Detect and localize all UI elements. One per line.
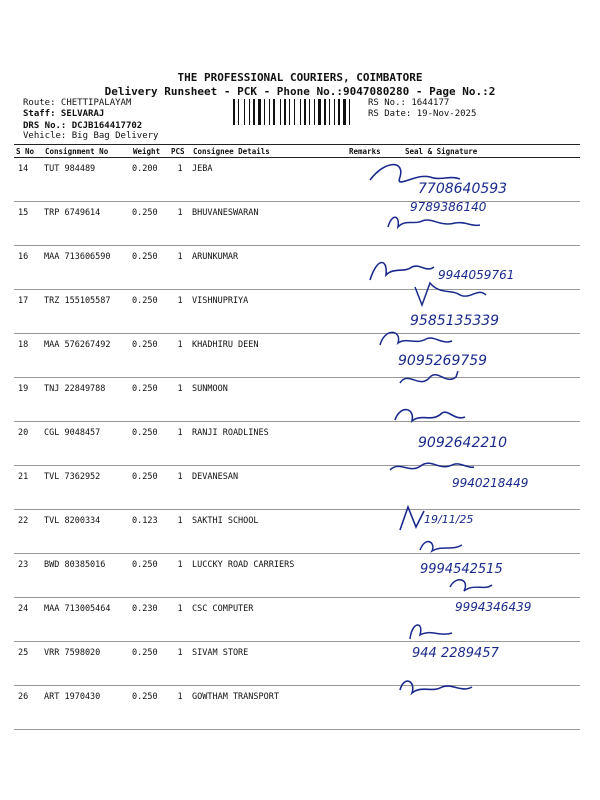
row-sno: 16 <box>14 246 43 290</box>
barcode-bar <box>307 99 308 125</box>
barcode-bar <box>349 99 350 125</box>
barcode-bar <box>322 99 323 125</box>
row-consignment-no: TNJ 22849788 <box>43 378 131 422</box>
barcode-bar <box>271 99 272 125</box>
row-consignment-no: VRR 7598020 <box>43 642 131 686</box>
row-consignment-no: MAA 576267492 <box>43 334 131 378</box>
row-consignment-no: TUT 984489 <box>43 158 131 202</box>
barcode-bar <box>316 99 317 125</box>
row-weight: 0.230 <box>131 598 169 642</box>
barcode-bar <box>331 99 333 125</box>
col-sno: S No <box>14 145 43 158</box>
vehicle-label: Vehicle: Big Bag Delivery <box>23 131 159 141</box>
handwritten-phone: 9994346439 <box>455 600 532 614</box>
row-consignment-no: MAA 713005464 <box>43 598 131 642</box>
barcode-bar <box>343 99 346 125</box>
barcode-bar <box>336 99 337 125</box>
row-sno: 15 <box>14 202 43 246</box>
row-consignee: BHUVANESWARAN <box>191 202 347 246</box>
row-pcs: 1 <box>169 554 191 598</box>
staff-label: Staff: SELVARAJ <box>23 109 105 119</box>
row-sno: 14 <box>14 158 43 202</box>
barcode-bar <box>334 99 335 125</box>
signature-mark <box>390 463 474 470</box>
barcode-bar <box>284 99 286 125</box>
barcode-bar <box>296 99 299 125</box>
row-weight: 0.250 <box>131 334 169 378</box>
row-sno: 23 <box>14 554 43 598</box>
col-consignment: Consignment No <box>43 145 131 158</box>
row-weight: 0.250 <box>131 378 169 422</box>
signature-mark <box>400 371 458 383</box>
barcode-bar <box>246 99 248 125</box>
handwritten-phone: 9940218449 <box>452 476 529 490</box>
row-sno: 22 <box>14 510 43 554</box>
rs-date: RS Date: 19-Nov-2025 <box>368 109 477 119</box>
row-weight: 0.250 <box>131 202 169 246</box>
barcode-bar <box>282 99 283 125</box>
signature-mark <box>410 625 452 639</box>
row-weight: 0.250 <box>131 642 169 686</box>
row-consignee: DEVANESAN <box>191 466 347 510</box>
row-pcs: 1 <box>169 510 191 554</box>
row-sno: 17 <box>14 290 43 334</box>
barcode-bar <box>264 99 265 125</box>
row-weight: 0.250 <box>131 246 169 290</box>
barcode-bar <box>329 99 330 125</box>
row-pcs: 1 <box>169 290 191 334</box>
barcode <box>233 99 365 125</box>
handwritten-date: 19/11/25 <box>424 513 474 526</box>
row-weight: 0.250 <box>131 466 169 510</box>
row-consignee: SAKTHI SCHOOL <box>191 510 347 554</box>
handwritten-phone: 9095269759 <box>398 353 488 369</box>
row-consignment-no: CGL 9048457 <box>43 422 131 466</box>
col-signature: Seal & Signature <box>403 145 580 158</box>
row-consignee: SUNMOON <box>191 378 347 422</box>
row-weight: 0.250 <box>131 554 169 598</box>
signature-mark <box>380 332 452 345</box>
handwritten-phone: 9585135339 <box>410 313 500 329</box>
signature-mark <box>370 263 434 281</box>
row-pcs: 1 <box>169 422 191 466</box>
signature-mark <box>450 580 492 591</box>
barcode-bar <box>276 99 279 125</box>
handwritten-phone: 944 2289457 <box>412 646 499 661</box>
row-consignee: CSC COMPUTER <box>191 598 347 642</box>
row-consignee: VISHNUPRIYA <box>191 290 347 334</box>
col-pcs: PCS <box>169 145 191 158</box>
handwritten-phone: 9092642210 <box>418 435 508 451</box>
signature-mark <box>400 507 424 530</box>
barcode-bar <box>251 99 252 125</box>
barcode-bar <box>347 99 348 125</box>
handwritten-phone: 9944059761 <box>438 268 515 282</box>
barcode-bar <box>351 99 353 125</box>
barcode-bar <box>327 99 328 125</box>
signatures-overlay <box>360 155 580 710</box>
signature-mark <box>400 681 472 693</box>
barcode-bar <box>273 99 275 125</box>
signature-mark <box>395 410 465 421</box>
runsheet-title: Delivery Runsheet - PCK - Phone No.:9047080280 - Page No.:2 <box>104 85 496 98</box>
barcode-bar <box>244 99 245 125</box>
row-sno: 26 <box>14 686 43 730</box>
row-weight: 0.200 <box>131 158 169 202</box>
barcode-bar <box>253 99 255 125</box>
barcode-bar <box>311 99 313 125</box>
barcode-bar <box>324 99 326 125</box>
row-sno: 18 <box>14 334 43 378</box>
signature-mark <box>388 217 480 227</box>
col-remarks: Remarks <box>347 145 403 158</box>
signature-mark <box>420 542 462 551</box>
barcode-bar <box>256 99 257 125</box>
handwritten-phone: 9994542515 <box>420 562 503 577</box>
row-consignment-no: TVL 8200334 <box>43 510 131 554</box>
row-consignment-no: TRZ 155105587 <box>43 290 131 334</box>
row-consignee: RANJI ROADLINES <box>191 422 347 466</box>
row-pcs: 1 <box>169 686 191 730</box>
barcode-bar <box>233 99 235 125</box>
barcode-bar <box>300 99 301 125</box>
handwritten-phone: 9789386140 <box>410 200 487 214</box>
row-sno: 19 <box>14 378 43 422</box>
row-sno: 21 <box>14 466 43 510</box>
barcode-bar <box>280 99 281 125</box>
barcode-bar <box>314 99 315 125</box>
row-consignment-no: BWD 80385016 <box>43 554 131 598</box>
row-pcs: 1 <box>169 466 191 510</box>
row-weight: 0.250 <box>131 686 169 730</box>
barcode-bar <box>236 99 237 125</box>
row-pcs: 1 <box>169 378 191 422</box>
barcode-bar <box>269 99 270 125</box>
rs-no: RS No.: 1644177 <box>368 98 450 108</box>
barcode-bar <box>287 99 288 125</box>
barcode-bar <box>262 99 263 125</box>
row-consignee: KHADHIRU DEEN <box>191 334 347 378</box>
barcode-bar <box>258 99 261 125</box>
row-pcs: 1 <box>169 246 191 290</box>
barcode-bar <box>240 99 243 125</box>
row-sno: 24 <box>14 598 43 642</box>
row-pcs: 1 <box>169 158 191 202</box>
barcode-bar <box>289 99 290 125</box>
row-consignee: SIVAM STORE <box>191 642 347 686</box>
row-weight: 0.250 <box>131 290 169 334</box>
row-pcs: 1 <box>169 642 191 686</box>
col-consignee: Consignee Details <box>191 145 347 158</box>
row-consignee: LUCCKY ROAD CARRIERS <box>191 554 347 598</box>
barcode-bar <box>238 99 239 125</box>
barcode-bar <box>309 99 310 125</box>
row-pcs: 1 <box>169 334 191 378</box>
row-consignment-no: ART 1970430 <box>43 686 131 730</box>
company-title: THE PROFESSIONAL COURIERS, COIMBATORE <box>177 71 423 84</box>
row-weight: 0.123 <box>131 510 169 554</box>
row-pcs: 1 <box>169 598 191 642</box>
row-consignment-no: MAA 713606590 <box>43 246 131 290</box>
row-consignee: JEBA <box>191 158 347 202</box>
row-sno: 20 <box>14 422 43 466</box>
signature-mark <box>415 283 486 305</box>
barcode-bar <box>341 99 342 125</box>
row-consignment-no: TRP 6749614 <box>43 202 131 246</box>
signature-mark <box>370 165 460 182</box>
barcode-bar <box>318 99 321 125</box>
row-sno: 25 <box>14 642 43 686</box>
barcode-bar <box>304 99 306 125</box>
handwritten-phone: 7708640593 <box>418 181 508 197</box>
barcode-bar <box>249 99 250 125</box>
barcode-bar <box>291 99 293 125</box>
barcode-bar <box>302 99 303 125</box>
row-consignee: GOWTHAM TRANSPORT <box>191 686 347 730</box>
route-label: Route: CHETTIPALAYAM <box>23 98 132 108</box>
barcode-bar <box>266 99 268 125</box>
row-pcs: 1 <box>169 202 191 246</box>
row-consignment-no: TVL 7362952 <box>43 466 131 510</box>
drs-label: DRS No.: DCJB164417702 <box>23 121 143 131</box>
col-weight: Weight <box>131 145 169 158</box>
barcode-bar <box>338 99 340 125</box>
row-consignee: ARUNKUMAR <box>191 246 347 290</box>
barcode-bar <box>294 99 295 125</box>
row-weight: 0.250 <box>131 422 169 466</box>
